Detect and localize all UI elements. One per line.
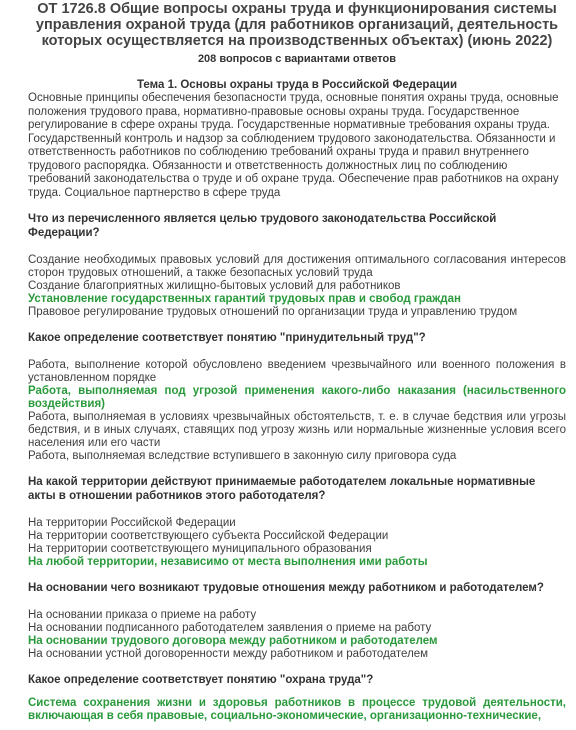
question-block [28,475,566,569]
correct-answer: На любой территории, независимо от места выполнения ими работы [28,556,428,568]
document-title: ОТ 1726.8 Общие вопросы охраны труда и функционирования системы управления охраной труда (для работников организаций, деятельность которых осуществляется на производственных объектах) (июнь 2022) [35,1,559,49]
question-block [28,212,566,319]
answer-option: На территории Российской Федерации [28,517,236,529]
answer-option: Создание необходимых правовых условий для достижения оптимального согласования интересов сторон трудовых отношений, а также безопасных условий труда [28,254,566,279]
answer-option: На территории соответствующего муниципального образования [28,543,372,555]
topic-section [28,78,566,200]
question-block [28,581,566,661]
answer-option: Работа, выполняемая в условиях чрезвычайных обстоятельств, т. е. в случае бедствия или угрозы бедствия, и в иных случаях, ставящих под угрозу жизнь или нормальные жизненные условия всего населения или его части [28,411,566,449]
answer-option: На основании устной договоренности между работником и работодателем [28,648,429,660]
answer-list [28,609,566,661]
correct-answer: На основании трудового договора между работником и работодателем [28,635,438,647]
answer-list [28,517,566,569]
answer-list [28,359,566,463]
question-block [28,673,566,723]
answer-option: Работа, выполнение которой обусловлено введением чрезвычайного или военного положения в установленном порядке [28,359,566,384]
question-text: На какой территории действуют принимаемые работодателем локальные нормативные акты в отношении работников этого работодателя? [28,476,536,502]
question-text: На основании чего возникают трудовые отношения между работником и работодателем? [28,582,544,594]
answer-option: На территории соответствующего субъекта Российской Федерации [28,530,389,542]
questions-list [28,212,566,723]
question-block [28,331,566,463]
answer-option: На основании приказа о приеме на работу [28,609,257,621]
correct-answer: Работа, выполняемая под угрозой применения какого-либо наказания (насильственного воздействия) [28,385,566,410]
question-text: Какое определение соответствует понятию "охрана труда"? [28,674,374,686]
answer-option: Правовое регулирование трудовых отношений по организации труда и управлению трудом [28,306,518,318]
answer-option: Создание благоприятных жилищно-бытовых условий для работников [28,280,401,292]
answer-list [28,254,566,319]
topic-description: Основные принципы обеспечения безопасности труда, основные понятия охраны труда, основные положения трудового права, нормативно-правовые основы охраны труда. Государственное регулирование в сфере охраны труда. Государственные нормативные требования охраны труда. Государственный контроль и надзор за соблюдением трудового законодательства. Обязанности и ответственность работников по соблюдению требований охраны труда и правил внутреннего трудового распорядка. Обязанности и ответственность должностных лиц по соблюдению требований законодательства о труде и об охране труда. Обеспечение прав работников на охрану труда. Социальное партнерство в сфере труда [28,92,559,199]
correct-answer: Установление государственных гарантий трудовых прав и свобод граждан [28,293,461,305]
question-text: Что из перечисленного является целью трудового законодательства Российской Федерации? [28,213,497,239]
answer-list [28,697,566,723]
question-text: Какое определение соответствует понятию "принудительный труд"? [28,332,426,344]
topic-title: Тема 1. Основы охраны труда в Российской Федерации [136,79,458,91]
correct-answer: Система сохранения жизни и здоровья работников в процессе трудовой деятельности, включающая в себя правовые, социально-экономические, организационно-технические, [28,697,566,722]
answer-option: На основании подписанного работодателем заявления о приеме на работу [28,622,432,634]
question-count: 208 вопросов с вариантами ответов [197,53,397,65]
answer-option: Работа, выполняемая вследствие вступившего в законную силу приговора суда [28,450,457,462]
